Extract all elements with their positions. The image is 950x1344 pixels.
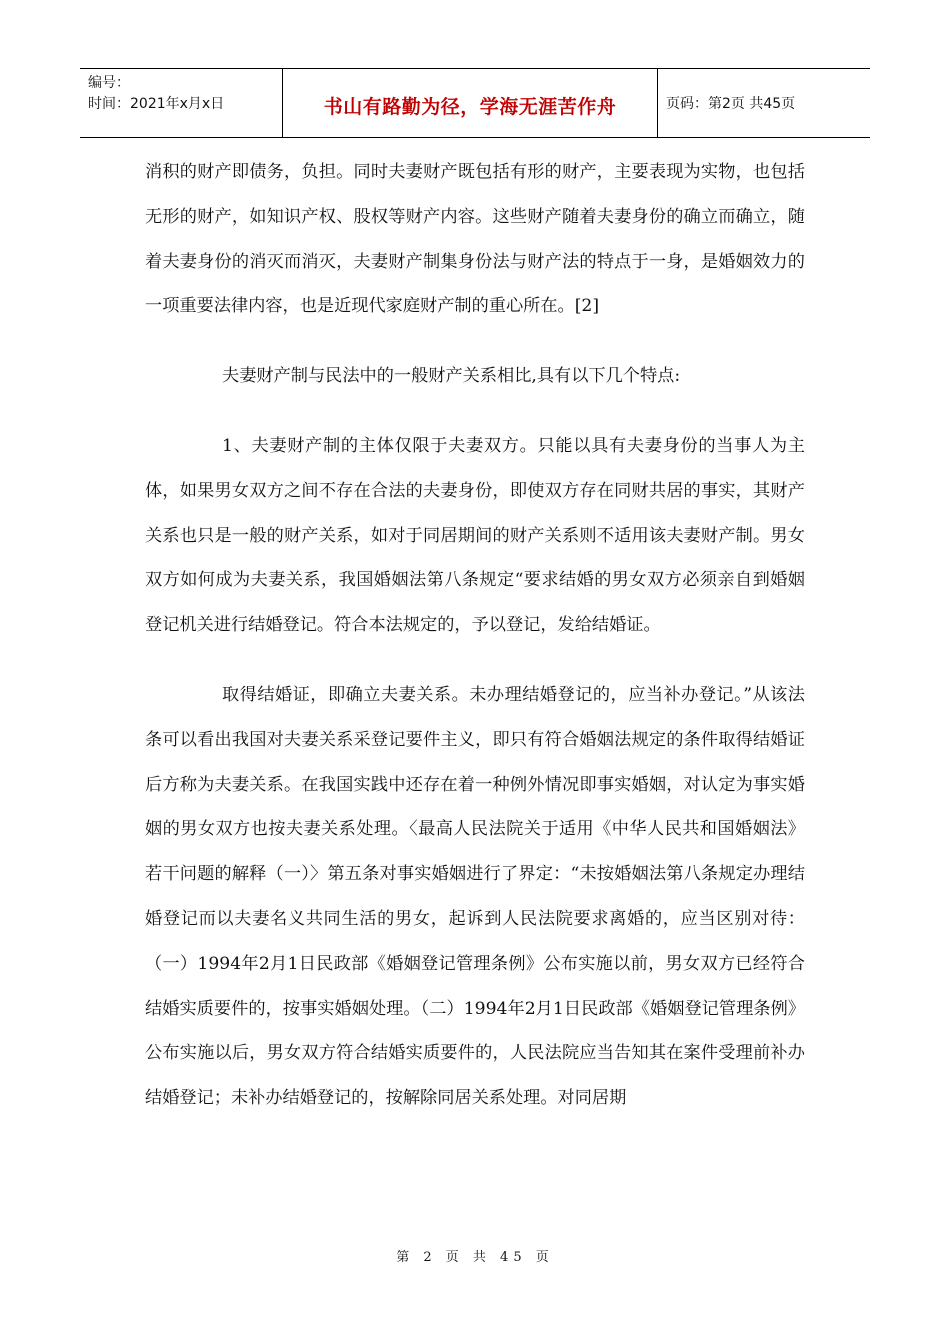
- page-footer: 第 2 页 共 45 页: [396, 1250, 554, 1265]
- motto-text: 书山有路勤为径，学海无涯苦作舟: [323, 95, 617, 118]
- header-page-cell: [658, 69, 870, 137]
- date-label: 时间：2021年x月x日: [88, 96, 225, 112]
- document-body: [145, 150, 805, 1121]
- header-meta: [80, 69, 283, 137]
- page-header: [80, 68, 870, 138]
- header-motto-cell: [283, 69, 658, 137]
- serial-number-label: 编号：: [88, 75, 130, 91]
- paragraph-continuation: 消积的财产即债务，负担。同时夫妻财产既包括有形的财产，主要表现为实物，也包括无形的财产，如知识产权、股权等财产内容。这些财产随着夫妻身份的确立而确立，随着夫妻身份的消灭而消灭，夫妻财产制集身份法与财产法的特点于一身，是婚姻效力的一项重要法律内容，也是近现代家庭财产制的重心所在。[2]: [145, 162, 805, 317]
- paragraph-features-intro: 夫妻财产制与民法中的一般财产关系相比,具有以下几个特点:: [222, 366, 681, 387]
- paragraph-feature-1: 1、夫妻财产制的主体仅限于夫妻双方。只能以具有夫妻身份的当事人为主体，如果男女双方之间不存在合法的夫妻身份，即使双方存在同财共居的事实，其财产关系也只是一般的财产关系，如对于同居期间的财产关系则不适用该夫妻财产制。男女双方如何成为夫妻关系，我国婚姻法第八条规定“要求结婚的男女双方必须亲自到婚姻登记机关进行结婚登记。符合本法规定的，予以登记，发给结婚证。: [145, 435, 805, 636]
- page-info: 页码：第2页 共45页: [666, 96, 796, 112]
- paragraph-marriage-certificate: 取得结婚证，即确立夫妻关系。未办理结婚登记的，应当补办登记。”从该法条可以看出我国对夫妻关系采登记要件主义，即只有符合婚姻法规定的条件取得结婚证后方称为夫妻关系。在我国实践中还存在着一种例外情况即事实婚姻，对认定为事实婚姻的男女双方也按夫妻关系处理。〈最高人民法院关于适用《中华人民共和国婚姻法》若干问题的解释（一）〉第五条对事实婚姻进行了界定：“未按婚姻法第八条规定办理结婚登记而以夫妻名义共同生活的男女，起诉到人民法院要求离婚的，应当区别对待：（一）1994年2月1日民政部《婚姻登记管理条例》公布实施以前，男女双方已经符合结婚实质要件的，按事实婚姻处理。（二）1994年2月1日民政部《婚姻登记管理条例》公布实施以后，男女双方符合结婚实质要件的，人民法院应当告知其在案件受理前补办结婚登记；未补办结婚登记的，按解除同居关系处理。对同居期: [145, 684, 805, 1109]
